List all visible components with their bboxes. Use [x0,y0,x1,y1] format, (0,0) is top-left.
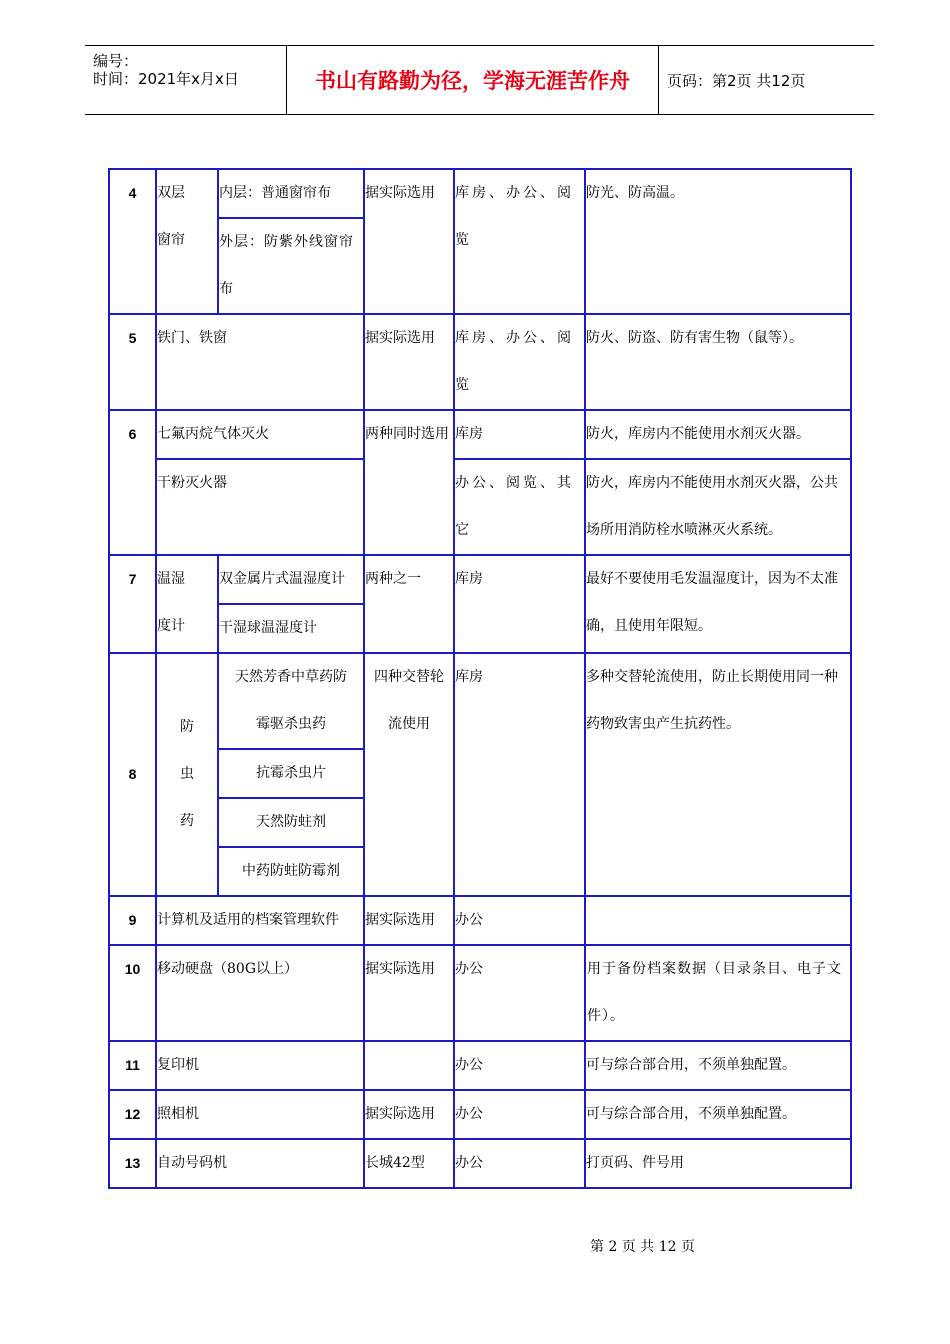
note-cell: 最好不要使用毛发温湿度计，因为不太准确，且使用年限短。 [585,555,851,653]
row-number: 9 [109,896,156,945]
note-cell: 防火、防盗、防有害生物（鼠等）。 [585,314,851,410]
choice-cell [364,1041,454,1090]
row-number: 6 [109,410,156,555]
choice-cell: 四种交替轮流使用 [364,653,454,896]
note-cell: 多种交替轮流使用，防止长期使用同一种药物致害虫产生抗药性。 [585,653,851,896]
header-number: 编号： [93,52,139,70]
item-sub: 双金属片式温湿度计 [218,555,364,604]
item-name: 干粉灭火器 [156,459,364,555]
choice-cell: 据实际选用 [364,169,454,314]
place-cell: 库房 [454,555,585,653]
place-cell: 办公、阅览、其它 [454,459,585,555]
item-name: 照相机 [156,1090,364,1139]
header-time: 时间：2021年x月x日 [93,70,239,88]
place-cell: 办公 [454,896,585,945]
page-header [85,45,874,115]
header-motto: 书山有路勤为径，学海无涯苦作舟 [315,69,630,93]
choice-cell: 据实际选用 [364,945,454,1041]
item-sub: 中药防蛀防霉剂 [218,847,364,896]
header-meta [85,46,285,114]
item-name: 移动硬盘（80G以上） [156,945,364,1041]
table-row [109,169,851,218]
item-name: 计算机及适用的档案管理软件 [156,896,364,945]
place-cell: 办公 [454,1041,585,1090]
note-cell: 防光、防高温。 [585,169,851,314]
row-number: 11 [109,1041,156,1090]
header-divider [658,46,659,114]
equipment-table [108,168,852,1189]
table-row [109,945,851,1041]
item-name: 七氟丙烷气体灭火 [156,410,364,459]
note-cell [585,896,851,945]
item-sub: 内层：普通窗帘布 [218,169,364,218]
table-row [109,555,851,604]
table-row [109,459,851,555]
item-sub: 天然防蛀剂 [218,798,364,847]
place-cell: 库房、办公、阅览 [454,314,585,410]
row-number: 8 [109,653,156,896]
note-cell: 打页码、件号用 [585,1139,851,1188]
choice-cell: 长城42型 [364,1139,454,1188]
table-row [109,1139,851,1188]
note-cell: 防火，库房内不能使用水剂灭火器，公共场所用消防栓水喷淋灭火系统。 [585,459,851,555]
table-row [109,653,851,749]
item-name: 复印机 [156,1041,364,1090]
choice-cell: 据实际选用 [364,896,454,945]
table-row [109,314,851,410]
item-sub: 抗霉杀虫片 [218,749,364,798]
item-sub: 外层：防紫外线窗帘布 [218,218,364,314]
item-name: 自动号码机 [156,1139,364,1188]
item-sub: 天然芳香中草药防霉驱杀虫药 [218,653,364,749]
row-number: 12 [109,1090,156,1139]
note-cell: 防火，库房内不能使用水剂灭火器。 [585,410,851,459]
place-cell: 库房 [454,653,585,896]
row-number: 10 [109,945,156,1041]
choice-cell: 据实际选用 [364,1090,454,1139]
table-row [109,896,851,945]
note-cell: 可与综合部合用，不须单独配置。 [585,1041,851,1090]
place-cell: 库房 [454,410,585,459]
header-page-info: 页码：第2页 共12页 [667,72,806,90]
place-cell: 库房、办公、阅览 [454,169,585,314]
table-row [109,410,851,459]
table-row [109,1090,851,1139]
row-number: 13 [109,1139,156,1188]
choice-cell: 据实际选用 [364,314,454,410]
item-name: 防 虫 药 [156,653,218,896]
note-cell: 可与综合部合用，不须单独配置。 [585,1090,851,1139]
item-sub: 干湿球温湿度计 [218,604,364,653]
place-cell: 办公 [454,1090,585,1139]
choice-cell: 两种之一 [364,555,454,653]
note-cell: 用于备份档案数据（目录条目、电子文件）。 [585,945,851,1041]
row-number: 5 [109,314,156,410]
item-name: 双层 窗帘 [156,169,218,314]
item-name: 铁门、铁窗 [156,314,364,410]
place-cell: 办公 [454,1139,585,1188]
row-number: 4 [109,169,156,314]
item-name: 温湿 度计 [156,555,218,653]
page-footer: 第 2 页 共 12 页 [590,1239,695,1255]
row-number: 7 [109,555,156,653]
table-row [109,1041,851,1090]
place-cell: 办公 [454,945,585,1041]
choice-cell: 两种同时选用 [364,410,454,555]
